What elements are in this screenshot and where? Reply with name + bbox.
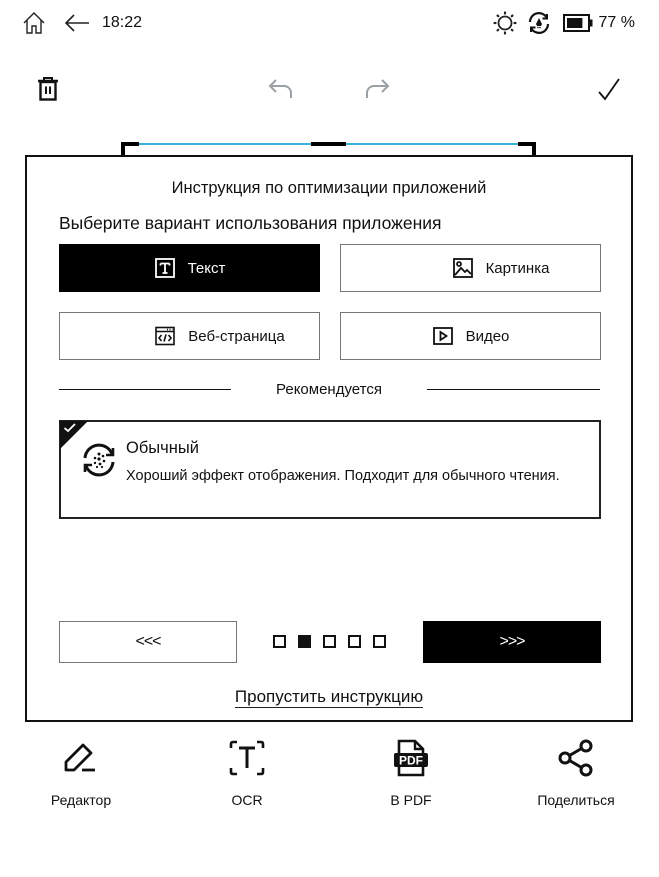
status-time: 18:22: [102, 14, 143, 31]
confirm-button[interactable]: [594, 74, 624, 104]
back-arrow-icon[interactable]: [64, 13, 90, 33]
recommended-label: Рекомендуется: [276, 381, 382, 398]
checkmark-icon: [596, 76, 622, 102]
image-icon: [452, 257, 474, 279]
ocr-button[interactable]: [187, 738, 307, 808]
edit-pencil-icon: [61, 738, 101, 778]
option-label: Картинка: [485, 259, 550, 277]
battery-percent: 77 %: [598, 14, 635, 31]
option-webpage-button[interactable]: [59, 312, 320, 360]
previous-button[interactable]: <<<: [59, 621, 237, 663]
mode-name: Обычный: [126, 439, 199, 457]
brightness-icon[interactable]: [493, 11, 517, 35]
to-pdf-label: В PDF: [390, 792, 432, 808]
divider-right: [427, 389, 600, 390]
text-icon: [154, 257, 176, 279]
status-bar-right: [493, 10, 635, 36]
option-label: Веб-страница: [188, 327, 285, 345]
share-label: Поделиться: [537, 792, 615, 808]
undo-icon: [268, 78, 294, 100]
optimization-guide-dialog: [25, 155, 633, 722]
page-dot[interactable]: [323, 635, 336, 648]
mode-description: Хороший эффект отображения. Подходит для обычного чтения.: [126, 468, 560, 484]
mode-card-normal[interactable]: [59, 420, 601, 519]
sync-icon[interactable]: [527, 11, 551, 35]
editor-button[interactable]: [21, 738, 141, 808]
redo-icon: [364, 78, 390, 100]
option-label: Текст: [187, 259, 226, 277]
delete-button[interactable]: [33, 74, 63, 104]
home-icon[interactable]: [22, 11, 46, 35]
page-dot[interactable]: [273, 635, 286, 648]
to-pdf-button[interactable]: [351, 738, 471, 808]
option-text-button[interactable]: [59, 244, 320, 292]
dialog-title: Инструкция по оптимизации приложений: [171, 179, 487, 197]
editor-label: Редактор: [50, 792, 112, 808]
option-label: Видео: [465, 327, 510, 345]
dialog-subtitle: Выберите вариант использования приложения: [59, 213, 442, 233]
skip-instruction-link[interactable]: Пропустить инструкцию: [234, 687, 424, 706]
pagination-dots: [273, 635, 386, 648]
page-dot[interactable]: [373, 635, 386, 648]
webpage-icon: [154, 325, 176, 347]
battery-icon: [563, 14, 593, 32]
selected-check-icon: [63, 422, 77, 434]
redo-button[interactable]: [362, 74, 392, 104]
ocr-icon: [227, 738, 267, 778]
page-dot[interactable]: [348, 635, 361, 648]
share-button[interactable]: [516, 738, 636, 808]
crop-handle-top[interactable]: [311, 142, 346, 146]
skip-container: [27, 687, 631, 707]
option-video-button[interactable]: [340, 312, 601, 360]
next-button[interactable]: >>>: [423, 621, 601, 663]
pdf-icon: [391, 738, 431, 778]
option-image-button[interactable]: [340, 244, 601, 292]
ocr-label: OCR: [231, 792, 263, 808]
trash-icon: [37, 77, 59, 101]
refresh-mode-icon: [81, 442, 117, 478]
video-icon: [432, 325, 454, 347]
page-dot[interactable]: [298, 635, 311, 648]
status-bar-left: [22, 10, 142, 36]
undo-button[interactable]: [266, 74, 296, 104]
share-icon: [556, 738, 596, 778]
svg-text:PDF: PDF: [399, 753, 423, 768]
